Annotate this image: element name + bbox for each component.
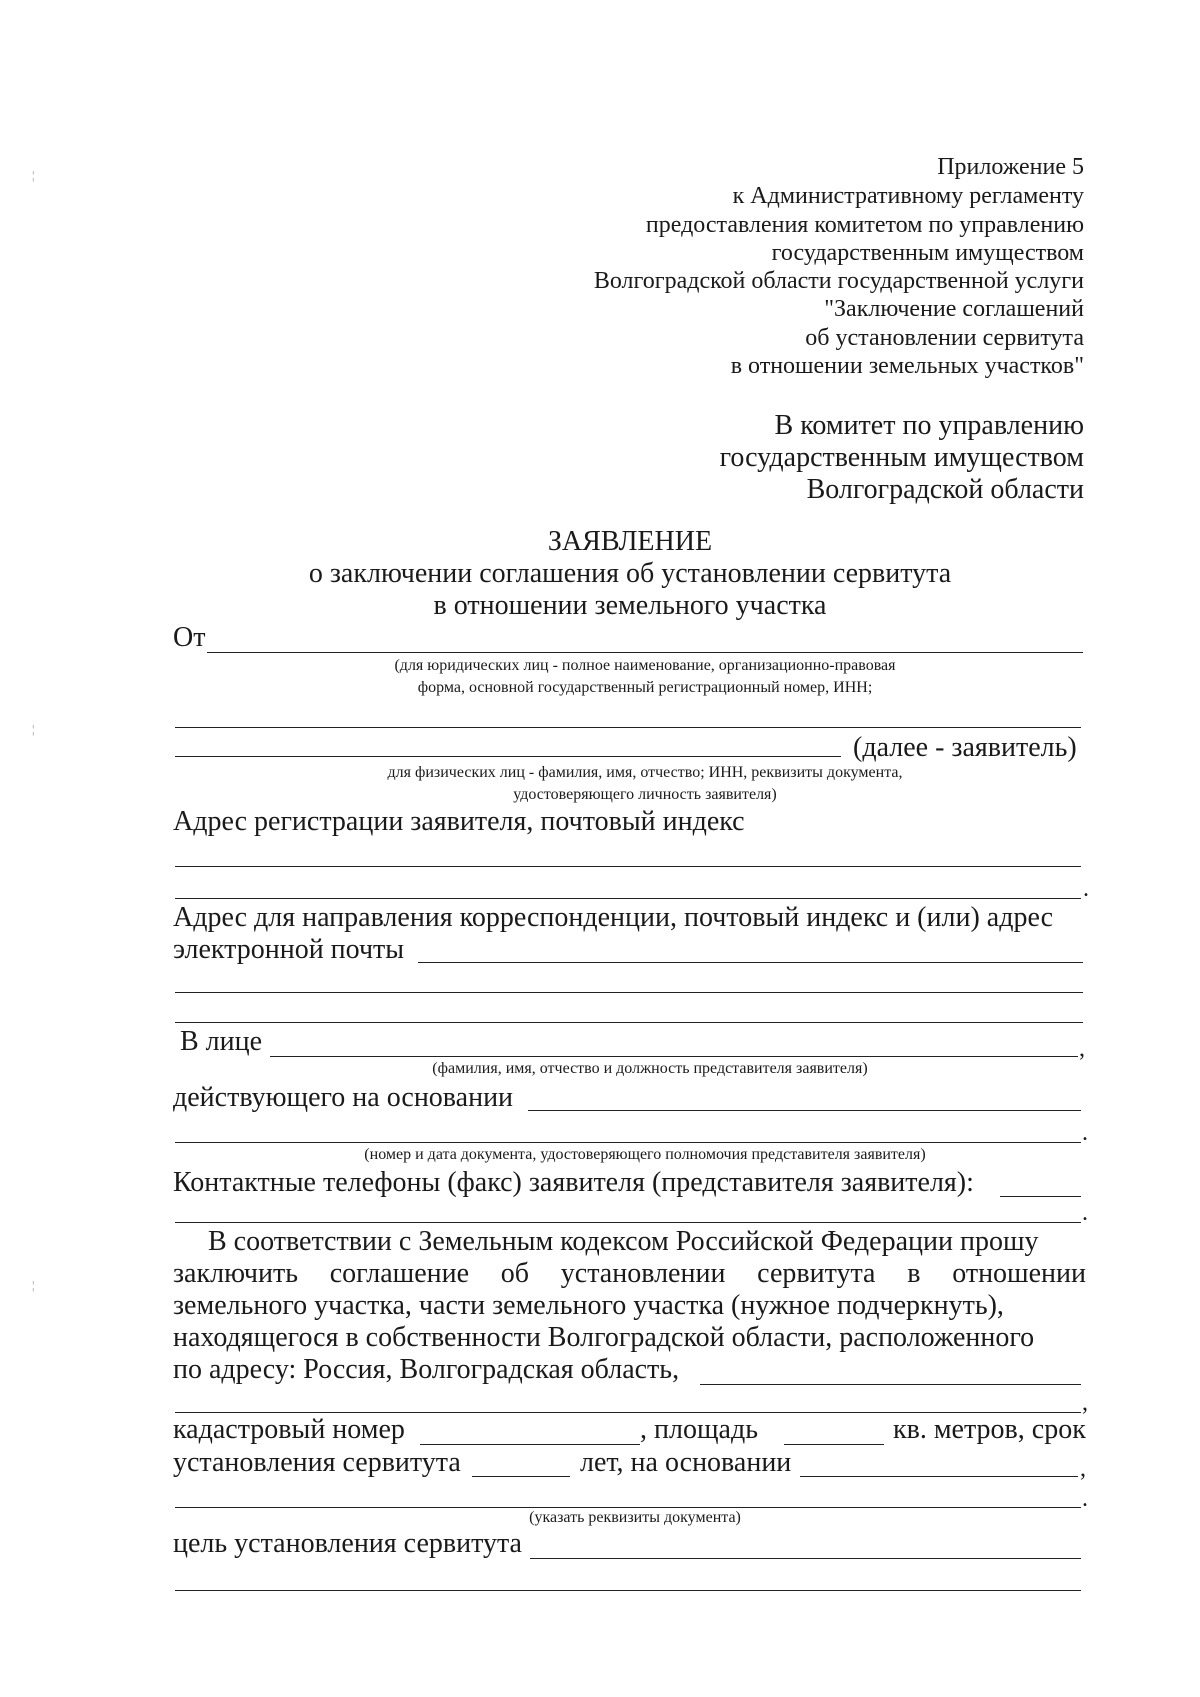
applicant-field[interactable] xyxy=(175,756,841,757)
scan-mark: ¦ xyxy=(32,1278,35,1292)
term-label: установления сервитута xyxy=(173,1447,461,1478)
area-units: кв. метров, срок xyxy=(893,1414,1086,1445)
comma: , xyxy=(1082,1390,1088,1416)
appendix-line: государственным имуществом xyxy=(771,240,1084,266)
period: . xyxy=(1082,1200,1088,1226)
from-label: От xyxy=(173,622,206,653)
applicant-suffix: (далее - заявитель) xyxy=(853,732,1077,763)
from-field-line-2[interactable] xyxy=(175,727,1081,728)
corr-address-field[interactable] xyxy=(175,1022,1083,1023)
addressee-line: государственным имуществом xyxy=(719,442,1084,473)
term-field[interactable] xyxy=(472,1476,570,1477)
addressee-line: В комитет по управлению xyxy=(774,410,1084,441)
body-text: находящегося в собственности Волгоградской области, расположенного xyxy=(173,1322,1035,1353)
basis-field[interactable] xyxy=(175,1142,1081,1143)
phones-label: Контактные телефоны (факс) заявителя (представителя заявителя): xyxy=(173,1167,974,1198)
basis-field[interactable] xyxy=(528,1110,1081,1111)
term-basis-field[interactable] xyxy=(175,1507,1081,1508)
addressee-line: Волгоградской области xyxy=(806,474,1084,505)
area-label: , площадь xyxy=(640,1414,758,1445)
appendix-line: предоставления комитетом по управлению xyxy=(645,212,1084,238)
purpose-label: цель установления сервитута xyxy=(173,1528,522,1559)
period: . xyxy=(1082,1486,1088,1512)
appendix-line: об установлении сервитута xyxy=(805,325,1084,351)
appendix-line: к Административному регламенту xyxy=(732,183,1084,209)
document-subtitle: в отношении земельного участка xyxy=(433,590,827,621)
body-text: заключить соглашение об установлении сервитута в отношении xyxy=(173,1258,1086,1289)
cadastral-field[interactable] xyxy=(420,1444,640,1445)
area-field[interactable] xyxy=(784,1444,884,1445)
appendix-line: "Заключение соглашений xyxy=(824,296,1084,322)
reg-address-label: Адрес регистрации заявителя, почтовый индекс xyxy=(173,806,745,837)
phones-field[interactable] xyxy=(1000,1196,1081,1197)
body-text: земельного участка, части земельного участка (нужное подчеркнуть), xyxy=(173,1290,1004,1321)
rep-label: В лице xyxy=(180,1026,263,1057)
rep-field[interactable] xyxy=(270,1056,1078,1057)
period: . xyxy=(1083,876,1089,902)
appendix-line: Волгоградской области государственной услуги xyxy=(593,268,1084,294)
reg-address-field[interactable] xyxy=(175,898,1081,899)
corr-address-label: электронной почты xyxy=(173,934,405,965)
person-hint: удостоверяющего личность заявителя) xyxy=(513,786,777,803)
from-hint: форма, основной государственный регистрационный номер, ИНН; xyxy=(417,679,873,696)
comma: , xyxy=(1080,1456,1086,1482)
body-text: В соответствии с Земельным кодексом Российской Федерации прошу xyxy=(208,1226,1039,1257)
rep-hint: (фамилия, имя, отчество и должность представителя заявителя) xyxy=(432,1060,868,1077)
person-hint: для физических лиц - фамилия, имя, отчество; ИНН, реквизиты документа, xyxy=(387,764,903,781)
document-title: ЗАЯВЛЕНИЕ xyxy=(547,526,713,557)
scan-mark: ¦ xyxy=(32,722,35,736)
scan-mark: ¦ xyxy=(32,168,35,182)
period: . xyxy=(1082,1120,1088,1146)
appendix-line: Приложение 5 xyxy=(937,154,1084,180)
term-basis-field[interactable] xyxy=(800,1476,1078,1477)
from-field[interactable] xyxy=(207,652,1083,653)
comma: , xyxy=(1079,1036,1085,1062)
address-field[interactable] xyxy=(175,1412,1081,1413)
purpose-field[interactable] xyxy=(530,1558,1081,1559)
document-subtitle: о заключении соглашения об установлении сервитута xyxy=(308,558,952,589)
body-text: по адресу: Россия, Волгоградская область, xyxy=(173,1354,680,1385)
purpose-field[interactable] xyxy=(175,1590,1081,1591)
doc-hint: (указать реквизиты документа) xyxy=(529,1509,741,1526)
phones-field[interactable] xyxy=(175,1222,1081,1223)
corr-address-label: Адрес для направления корреспонденции, почтовый индекс и (или) адрес xyxy=(173,902,1053,933)
corr-address-field[interactable] xyxy=(418,962,1083,963)
reg-address-field[interactable] xyxy=(175,866,1081,867)
term-units: лет, на основании xyxy=(580,1447,792,1478)
corr-address-field[interactable] xyxy=(175,992,1083,993)
from-hint: (для юридических лиц - полное наименование, организационно-правовая xyxy=(394,657,896,674)
address-field[interactable] xyxy=(700,1384,1081,1385)
cadastral-label: кадастровый номер xyxy=(173,1414,405,1445)
basis-hint: (номер и дата документа, удостоверяющего полномочия представителя заявителя) xyxy=(364,1146,926,1163)
basis-label: действующего на основании xyxy=(173,1082,514,1113)
appendix-line: в отношении земельных участков" xyxy=(730,353,1084,379)
